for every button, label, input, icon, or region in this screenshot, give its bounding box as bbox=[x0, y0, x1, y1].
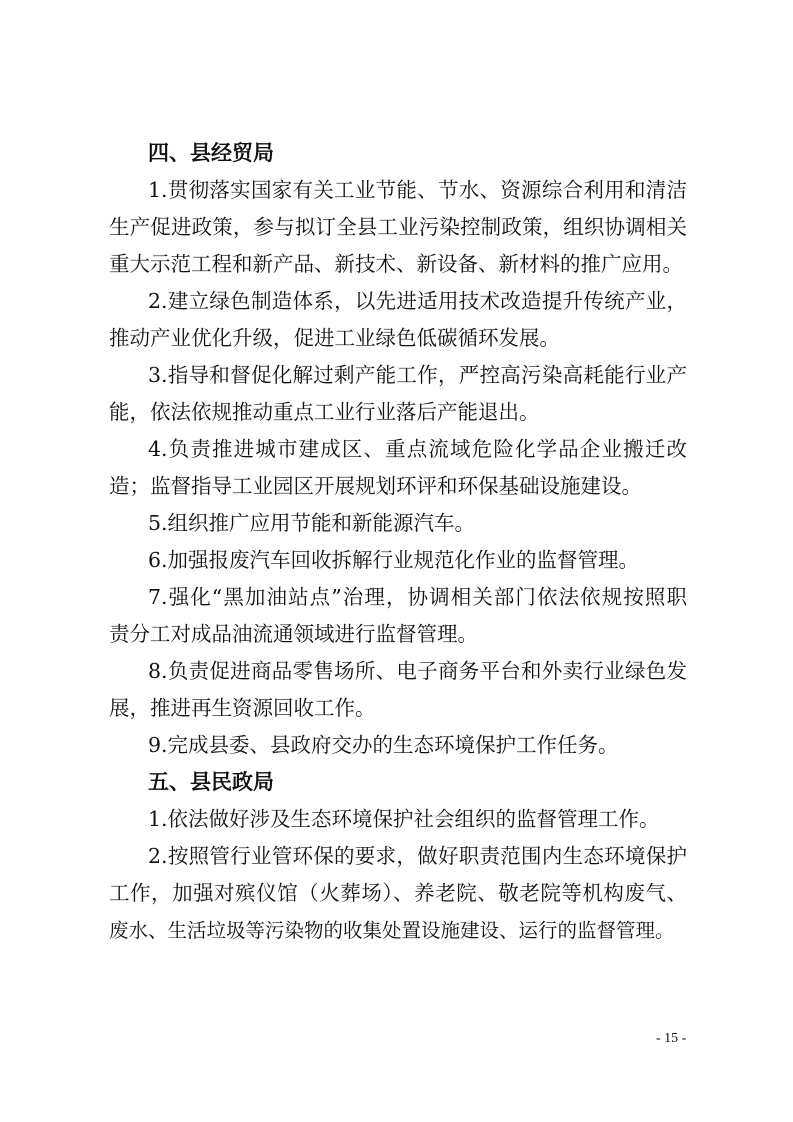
paragraph-line: 1.依法做好涉及生态环境保护社会组织的监督管理工作。 bbox=[148, 807, 660, 831]
paragraph-line: 废水、生活垃圾等污染物的收集处置设施建设、运行的监督管理。 bbox=[109, 919, 675, 942]
paragraph-line: 展，推进再生资源回收工作。 bbox=[109, 696, 376, 720]
paragraph-line: 造；监督指导工业园区开展规划环评和环保基础设施建设。 bbox=[109, 474, 642, 498]
paragraph-line: 1.贯彻落实国家有关工业节能、节水、资源综合利用和清洁 bbox=[148, 178, 687, 202]
page-number: - 15 - bbox=[656, 1031, 687, 1046]
paragraph-line: 工作，加强对殡仪馆（火葬场）、养老院、敬老院等机构废气、 bbox=[109, 881, 687, 905]
paragraph-line: 8.负责促进商品零售场所、电子商务平台和外卖行业绿色发 bbox=[148, 659, 687, 683]
section-heading-civil-affairs-bureau: 五、县民政局 bbox=[148, 770, 274, 794]
paragraph-line: 5.组织推广应用节能和新能源汽车。 bbox=[148, 511, 476, 535]
paragraph-line: 4.负责推进城市建成区、重点流域危险化学品企业搬迁改 bbox=[148, 437, 687, 461]
paragraph-line: 6.加强报废汽车回收拆解行业规范化作业的监督管理。 bbox=[148, 548, 640, 572]
paragraph-line: 2.按照管行业管环保的要求，做好职责范围内生态环境保护 bbox=[148, 844, 687, 868]
paragraph-line: 推动产业优化升级，促进工业绿色低碳循环发展。 bbox=[109, 326, 560, 350]
paragraph-line: 2.建立绿色制造体系，以先进适用技术改造提升传统产业， bbox=[148, 289, 687, 313]
paragraph-line: 责分工对成品油流通领域进行监督管理。 bbox=[109, 622, 478, 646]
paragraph-line: 9.完成县委、县政府交办的生态环境保护工作任务。 bbox=[148, 733, 619, 757]
paragraph-line: 重大示范工程和新产品、新技术、新设备、新材料的推广应用。 bbox=[109, 252, 683, 276]
document-body bbox=[109, 135, 687, 949]
paragraph-line: 能，依法依规推动重点工业行业落后产能退出。 bbox=[109, 400, 540, 424]
section-heading-economic-trade-bureau: 四、县经贸局 bbox=[148, 141, 274, 165]
paragraph-line: 3.指导和督促化解过剩产能工作，严控高污染高耗能行业产 bbox=[148, 363, 687, 387]
paragraph-line: 生产促进政策，参与拟订全县工业污染控制政策，组织协调相关 bbox=[109, 215, 687, 239]
paragraph-line: 7.强化“黑加油站点”治理，协调相关部门依法依规按照职 bbox=[148, 585, 687, 609]
